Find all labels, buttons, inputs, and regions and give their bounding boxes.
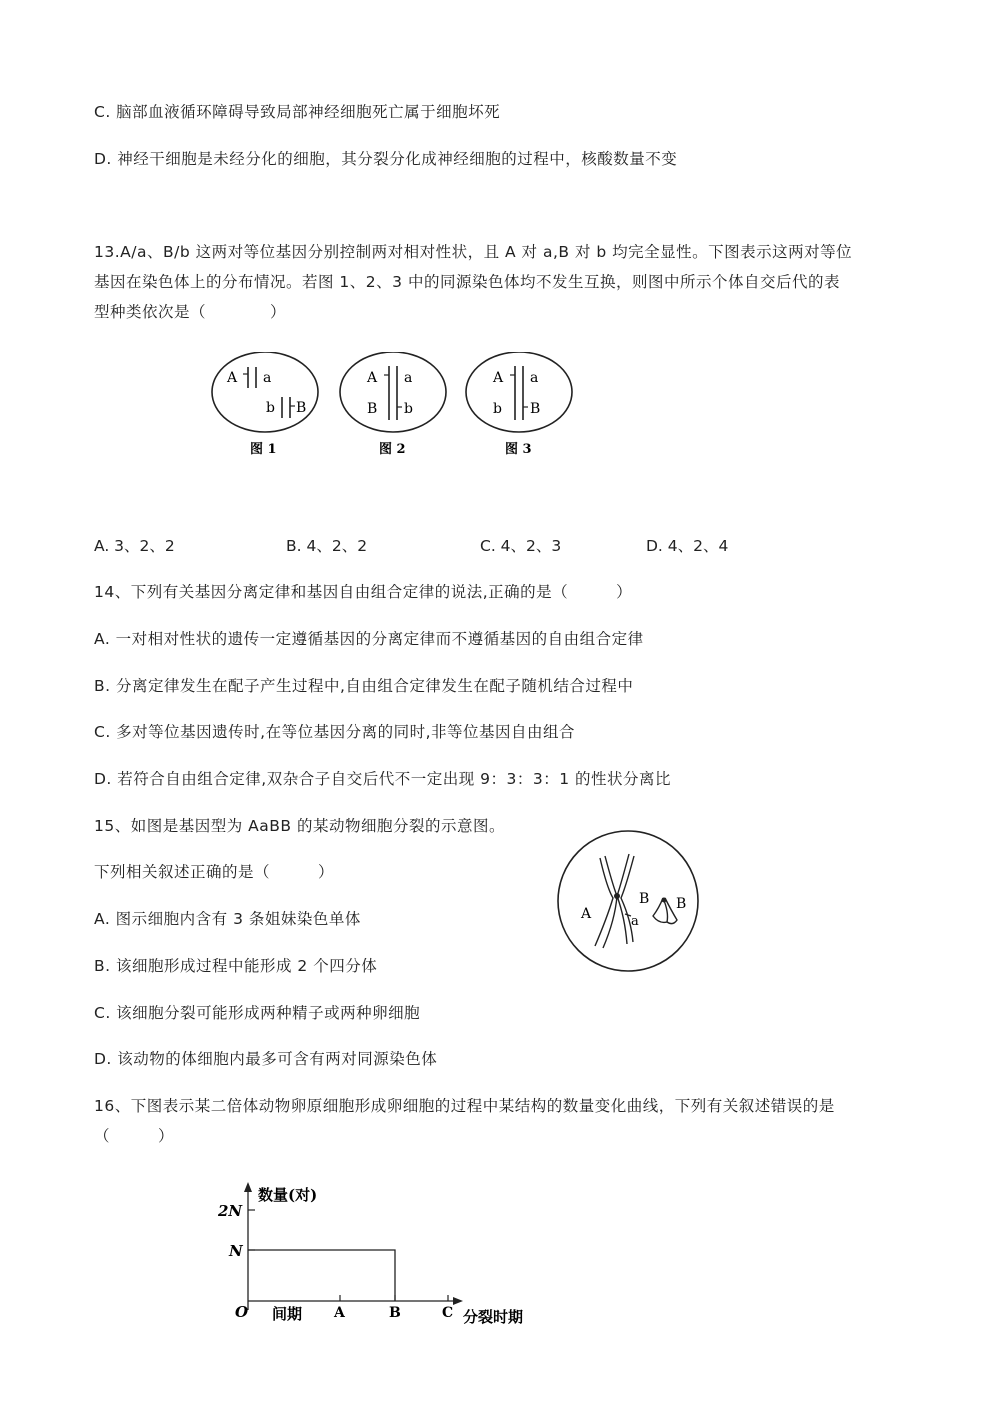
fig1-label-top-right: a [263,370,272,386]
q16-stem-line2: （ ） [94,1127,175,1145]
q14-option-c: C. 多对等位基因遗传时,在等位基因分离的同时,非等位基因自由组合 [94,723,576,741]
q15-option-b: B. 该细胞形成过程中能形成 2 个四分体 [94,957,378,975]
y-axis-arrow [244,1182,252,1192]
q15-cell-division-figure [555,828,701,974]
fig3-caption: 图 3 [505,442,532,457]
q16-stem-line1: 16、下图表示某二倍体动物卵原细胞形成卵细胞的过程中某结构的数量变化曲线，下列有关叙述错误的是 [94,1097,835,1115]
q12-option-c: C. 脑部血液循环障碍导致局部神经细胞死亡属于细胞坏死 [94,103,501,121]
xtick-B: B [389,1305,401,1321]
figure-2 [340,352,446,457]
label-a: a [631,914,639,929]
q15-stem-line1: 15、如图是基因型为 AaBB 的某动物细胞分裂的示意图。 [94,817,505,835]
fig3-label-bottom-left: b [493,401,502,417]
xtick-interphase: 间期 [272,1305,303,1323]
fig1-label-bottom-right: B [296,400,307,416]
fig2-label-bottom-left: B [367,401,378,417]
x-axis-label: 分裂时期 [463,1308,524,1326]
fig1-label-bottom-left: b [266,400,275,416]
fig3-label-top-right: a [530,370,539,386]
q15-option-d: D. 该动物的体细胞内最多可含有两对同源染色体 [94,1050,438,1068]
fig3-label-top-left: A [493,370,504,386]
q14-option-a: A. 一对相对性状的遗传一定遵循基因的分离定律而不遵循基因的自由组合定律 [94,630,644,648]
figure-3 [466,352,572,457]
q12-option-d: D. 神经干细胞是未经分化的细胞，其分裂分化成神经细胞的过程中，核酸数量不变 [94,150,678,168]
label-B-left: B [639,891,650,907]
ytick-2N: 2N [218,1202,243,1220]
q13-option-b: B. 4、2、2 [286,537,368,555]
q13-option-a: A. 3、2、2 [94,537,175,555]
q14-stem: 14、下列有关基因分离定律和基因自由组合定律的说法,正确的是（ ） [94,583,633,601]
q13-option-c: C. 4、2、3 [480,537,562,555]
fig2-label-bottom-right: b [404,401,413,417]
q15-option-a: A. 图示细胞内含有 3 条姐妹染色单体 [94,910,361,928]
label-A: A [581,906,592,922]
small-chromosome [653,898,677,924]
fig2-label-top-left: A [367,370,378,386]
fig2-label-top-right: a [404,370,413,386]
y-axis-label: 数量(对) [258,1186,318,1204]
q14-option-b: B. 分离定律发生在配子产生过程中,自由组合定律发生在配子随机结合过程中 [94,677,634,695]
origin-label: O [235,1303,249,1321]
xtick-C: C [442,1305,454,1321]
q14-option-d: D. 若符合自由组合定律,双杂合子自交后代不一定出现 9：3：3：1 的性状分离比 [94,770,672,788]
q15-stem-line2: 下列相关叙述正确的是（ ） [94,863,335,881]
q13-stem-line1: 13.A/a、B/b 这两对等位基因分别控制两对相对性状，且 A 对 a,B 对 b 均完全显性。下图表示这两对等位 [94,243,853,261]
fig1-caption: 图 1 [250,442,277,457]
fig2-caption: 图 2 [379,442,406,457]
q13-chromosome-figures [205,352,585,462]
figure-1 [212,352,318,457]
q16-chart [215,1180,560,1330]
xtick-A: A [334,1305,345,1321]
q15-option-c: C. 该细胞分裂可能形成两种精子或两种卵细胞 [94,1004,421,1022]
large-chromosome [595,854,634,948]
fig3-label-bottom-right: B [530,401,541,417]
fig1-label-top-left: A [227,370,238,386]
label-B-right: B [676,896,687,912]
series-line [248,1250,395,1301]
q13-stem-line2: 基因在染色体上的分布情况。若图 1、2、3 中的同源染色体均不发生互换，则图中所示个体自交后代的表 [94,273,840,291]
q13-stem-line3: 型种类依次是（ ） [94,303,287,321]
q13-option-d: D. 4、2、4 [646,537,729,555]
ytick-N: N [229,1242,243,1260]
x-axis-arrow [453,1297,463,1305]
